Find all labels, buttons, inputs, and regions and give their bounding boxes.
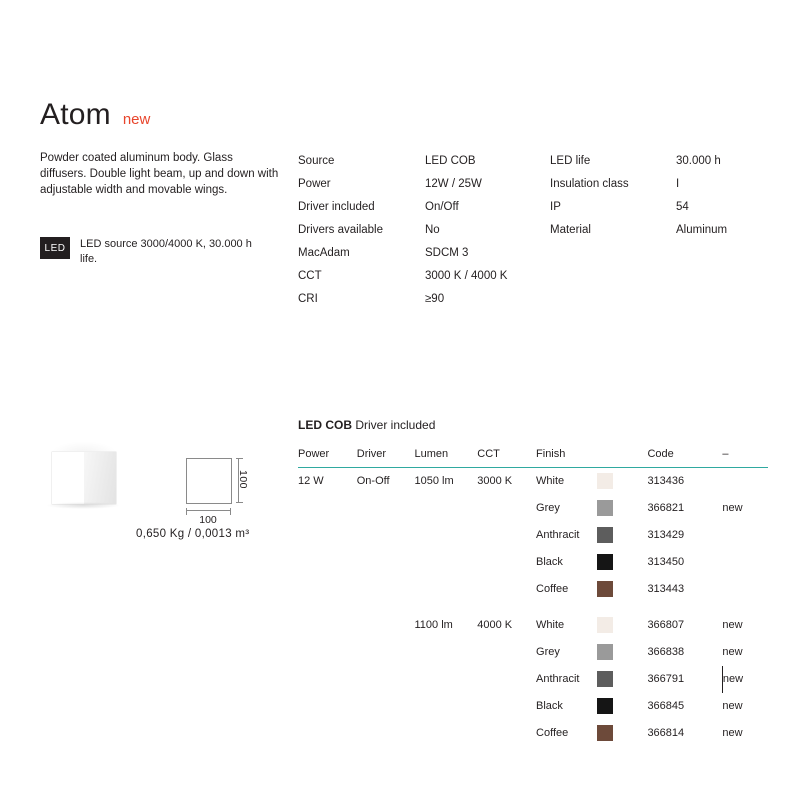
spec-label: MacAdam: [298, 247, 350, 259]
cell-swatch: [597, 666, 648, 693]
spec-label: CCT: [298, 270, 322, 282]
spec-label: Source: [298, 155, 335, 167]
cell-cct: [477, 522, 536, 549]
cell-power: [298, 576, 357, 603]
cell-cct: 4000 K: [477, 619, 513, 631]
spec-row: [550, 178, 727, 201]
spec-value: 12W / 25W: [425, 178, 482, 190]
finish-swatch: [597, 725, 613, 741]
spec-row: [550, 155, 727, 178]
spec-value: I: [676, 178, 680, 190]
finish-swatch: [597, 527, 613, 543]
spec-column-1: [298, 155, 507, 316]
cell-driver: [357, 495, 415, 522]
spec-row: [298, 293, 507, 316]
cell-cct: [477, 666, 536, 693]
finish-swatch: [597, 644, 613, 660]
cell-lumen: [414, 720, 477, 747]
cell-lumen: 1100 lm: [414, 619, 453, 631]
product-image-shadow: [46, 502, 120, 509]
title-row: [40, 98, 150, 132]
cell-lumen: [414, 693, 477, 720]
finish-swatch: [597, 500, 613, 516]
spec-label: Driver included: [298, 201, 375, 213]
cell-power: [298, 522, 357, 549]
variants-table-caption: [298, 418, 768, 432]
cell-lumen: [414, 522, 477, 549]
cell-cct: [477, 576, 536, 603]
cell-cct: [477, 693, 536, 720]
cell-lumen: [414, 639, 477, 666]
cell-driver: [357, 603, 415, 639]
spec-row: [298, 201, 507, 224]
header-finish: Finish: [536, 448, 597, 468]
table-row[interactable]: [298, 720, 768, 747]
cell-swatch: [597, 603, 648, 639]
header-new: –: [722, 448, 768, 468]
spec-column-2: [550, 155, 727, 247]
caption-driver: Driver included: [355, 418, 436, 432]
cell-new: new: [722, 727, 743, 739]
cell-swatch: [597, 576, 648, 603]
cell-swatch: [597, 495, 648, 522]
cell-code: 313436: [647, 475, 685, 487]
cell-driver: [357, 639, 415, 666]
dimension-width-line: [186, 510, 230, 511]
cell-code: 366838: [647, 646, 685, 658]
spec-row: [298, 224, 507, 247]
cell-finish: Black: [536, 556, 563, 568]
cell-new: new: [722, 619, 743, 631]
cell-power: [298, 639, 357, 666]
cell-new: [722, 549, 768, 576]
cell-code: 313443: [647, 583, 685, 595]
cell-driver: [357, 522, 415, 549]
cell-power: [298, 666, 357, 693]
cell-power: [298, 495, 357, 522]
header-swatch: [597, 448, 648, 468]
cell-new: new: [722, 502, 743, 514]
cell-swatch: [597, 639, 648, 666]
spec-row: [298, 178, 507, 201]
table-row[interactable]: [298, 522, 768, 549]
cell-swatch: [597, 720, 648, 747]
cell-lumen: [414, 576, 477, 603]
variants-table: [298, 448, 768, 747]
spec-row: [550, 201, 727, 224]
cell-lumen: [414, 549, 477, 576]
spec-value: No: [425, 224, 440, 236]
spec-label: Power: [298, 178, 331, 190]
cell-code: 366821: [647, 502, 685, 514]
finish-swatch: [597, 581, 613, 597]
spec-label: Drivers available: [298, 224, 384, 236]
variants-table-head: [298, 448, 768, 468]
finish-swatch: [597, 554, 613, 570]
header-code: Code: [647, 448, 722, 468]
cell-new: [722, 522, 768, 549]
dimension-drawing: [178, 450, 298, 526]
cell-swatch: [597, 468, 648, 496]
header-power: Power: [298, 448, 357, 468]
header-lumen: Lumen: [414, 448, 477, 468]
lamp-front-face: [52, 452, 84, 504]
spec-value: LED COB: [425, 155, 476, 167]
cell-code[interactable]: 366791: [647, 666, 722, 693]
variants-table-block: [298, 418, 768, 747]
cell-driver: On-Off: [356, 475, 390, 487]
finish-swatch: [597, 698, 613, 714]
spec-value: 3000 K / 4000 K: [425, 270, 508, 282]
cell-power: [298, 603, 357, 639]
cell-driver: [357, 693, 415, 720]
cell-driver: [357, 549, 415, 576]
cell-new: new: [722, 700, 743, 712]
cell-driver: [357, 576, 415, 603]
cell-finish: White: [536, 475, 565, 487]
table-row[interactable]: [298, 576, 768, 603]
spec-value: 30.000 h: [676, 155, 721, 167]
cell-power: [298, 693, 357, 720]
cell-code: 313429: [647, 529, 685, 541]
cell-finish: White: [536, 619, 565, 631]
cell-code: 366807: [647, 619, 685, 631]
new-badge: new: [122, 111, 151, 128]
cell-finish: Grey: [536, 646, 560, 658]
cell-swatch: [597, 522, 648, 549]
dimension-width-label: 100: [199, 514, 217, 526]
spec-value: ≥90: [425, 293, 445, 305]
spec-value: On/Off: [425, 201, 459, 213]
table-row[interactable]: [298, 549, 768, 576]
cell-new: [722, 576, 768, 603]
cell-finish: Coffee: [536, 727, 569, 739]
table-row[interactable]: [298, 468, 768, 496]
cell-lumen: [414, 495, 477, 522]
weight-volume-label: 0,650 Kg / 0,0013 m³: [136, 528, 250, 540]
table-row[interactable]: [298, 666, 768, 693]
spec-value: SDCM 3: [425, 247, 469, 259]
caption-source: LED COB: [298, 418, 352, 432]
product-description: Powder coated aluminum body. Glass diffusers. Double light beam, up and down with adjustable width and movable wings.: [40, 152, 279, 196]
spec-label: Material: [550, 224, 591, 236]
cell-code: 366845: [647, 700, 685, 712]
cell-cct: [477, 495, 536, 522]
cell-finish: Grey: [536, 502, 560, 514]
dimension-height-label: 100: [237, 470, 249, 490]
cell-lumen: 1050 lm: [414, 475, 454, 487]
cell-cct: 3000 K: [477, 475, 513, 487]
cell-finish: Black: [536, 700, 563, 712]
cell-driver: [357, 720, 415, 747]
spec-label: IP: [550, 201, 561, 213]
table-row[interactable]: [298, 639, 768, 666]
spec-label: LED life: [550, 155, 591, 167]
cell-code: 313450: [647, 556, 685, 568]
table-row[interactable]: [298, 693, 768, 720]
header-driver: Driver: [357, 448, 415, 468]
cell-lumen: [414, 666, 477, 693]
cell-new: new: [722, 646, 743, 658]
led-icon: LED: [40, 237, 70, 259]
spec-row: [298, 247, 507, 270]
cell-new: [722, 468, 768, 496]
cell-swatch: [597, 693, 648, 720]
cell-finish: Anthracit: [536, 529, 580, 541]
variants-table-body: [298, 468, 768, 748]
spec-row: [298, 270, 507, 293]
spec-value: 54: [676, 201, 689, 213]
cell-swatch: [597, 549, 648, 576]
page-title: Atom: [40, 98, 111, 131]
cell-power: 12 W: [298, 475, 324, 487]
dimension-square: [186, 458, 232, 504]
spec-label: Insulation class: [550, 178, 629, 190]
spec-label: CRI: [298, 293, 318, 305]
cell-driver: [357, 666, 415, 693]
cell-cct: [477, 720, 536, 747]
lamp-side-face: [84, 452, 116, 504]
finish-swatch: [597, 671, 613, 687]
cell-cct: [477, 549, 536, 576]
cell-code: 366814: [647, 727, 685, 739]
header-cct: CCT: [477, 448, 536, 468]
spec-row: [298, 155, 507, 178]
cell-new: new: [722, 673, 744, 685]
finish-swatch: [597, 617, 613, 633]
spec-row: [550, 224, 727, 247]
cell-power: [298, 720, 357, 747]
led-badge-row: [40, 237, 260, 267]
cell-cct: [477, 639, 536, 666]
cell-finish: Coffee: [536, 583, 569, 595]
table-row[interactable]: [298, 603, 768, 639]
spec-value: Aluminum: [676, 224, 728, 236]
table-row[interactable]: [298, 495, 768, 522]
cell-finish: Anthracit: [536, 673, 580, 685]
cell-power: [298, 549, 357, 576]
table-header-row: [298, 448, 768, 468]
finish-swatch: [597, 473, 613, 489]
led-badge-text: LED source 3000/4000 K, 30.000 h life.: [80, 238, 252, 265]
product-image: [42, 452, 126, 508]
